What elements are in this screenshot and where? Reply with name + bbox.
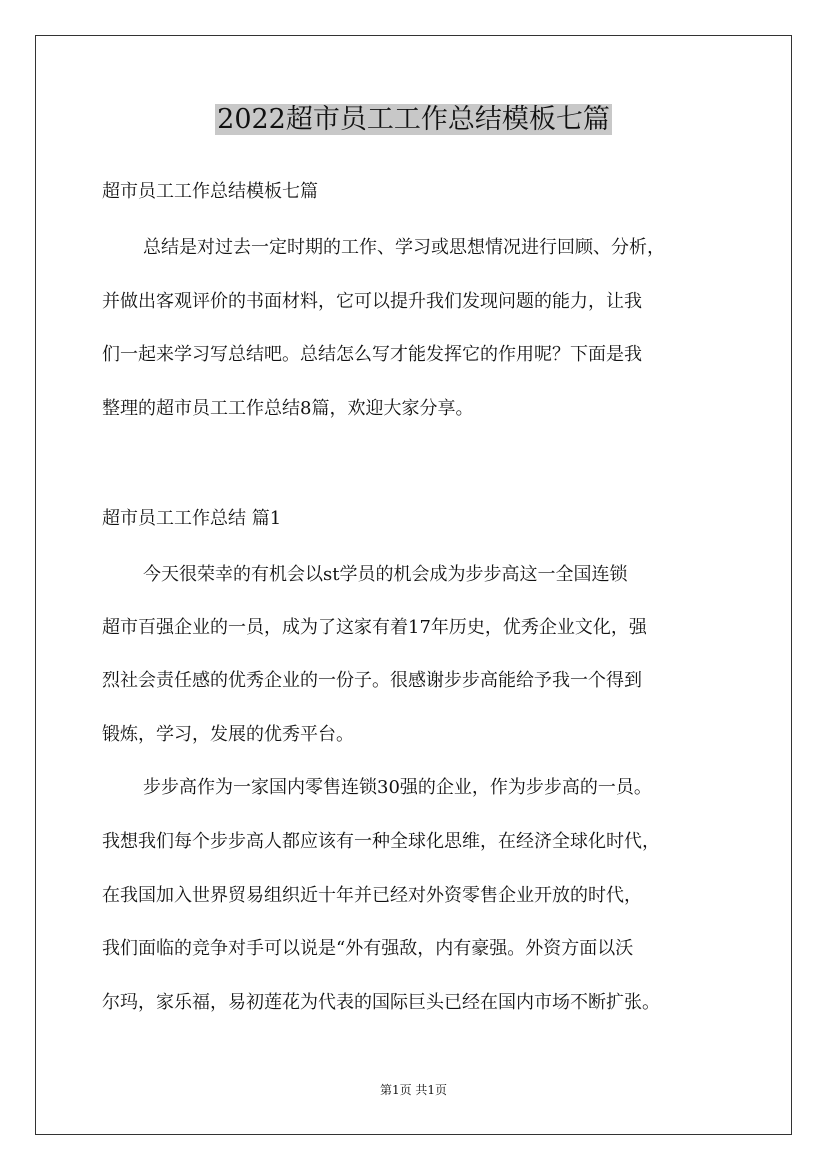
paragraph-line: 锻炼，学习，发展的优秀平台。 [102,724,354,745]
document-title [0,100,827,140]
intro-line: 并做出客观评价的书面材料，它可以提升我们发现问题的能力，让我 [102,291,642,312]
paragraph-line: 我想我们每个步步高人都应该有一种全球化思维，在经济全球化时代， [102,831,660,852]
paragraph-line: 我们面临的竞争对手可以说是“外有强敌，内有豪强。外资方面以沃 [102,938,634,959]
paragraph-line: 今天很荣幸的有机会以st学员的机会成为步步高这一全国连锁 [143,564,628,585]
paragraph-line: 超市百强企业的一员，成为了这家有着17年历史，优秀企业文化，强 [102,617,647,638]
paragraph-line: 尔玛，家乐福，易初莲花为代表的国际巨头已经在国内市场不断扩张。 [102,992,660,1013]
document-title-text: 2022超市员工工作总结模板七篇 [217,104,610,135]
document-subtitle: 超市员工工作总结模板七篇 [102,181,318,202]
paragraph-line: 烈社会责任感的优秀企业的一份子。很感谢步步高能给予我一个得到 [102,670,642,691]
section-heading: 超市员工工作总结 篇1 [102,508,282,529]
intro-line: 整理的超市员工工作总结8篇，欢迎大家分享。 [102,398,474,419]
paragraph-line: 在我国加入世界贸易组织近十年并已经对外资零售企业开放的时代， [102,885,642,906]
paragraph-line: 步步高作为一家国内零售连锁30强的企业，作为步步高的一员。 [143,777,652,798]
intro-line: 们一起来学习写总结吧。总结怎么写才能发挥它的作用呢？下面是我 [102,344,642,365]
page-footer: 第1页 共1页 [379,1083,448,1097]
intro-line: 总结是对过去一定时期的工作、学习或思想情况进行回顾、分析， [143,237,665,258]
